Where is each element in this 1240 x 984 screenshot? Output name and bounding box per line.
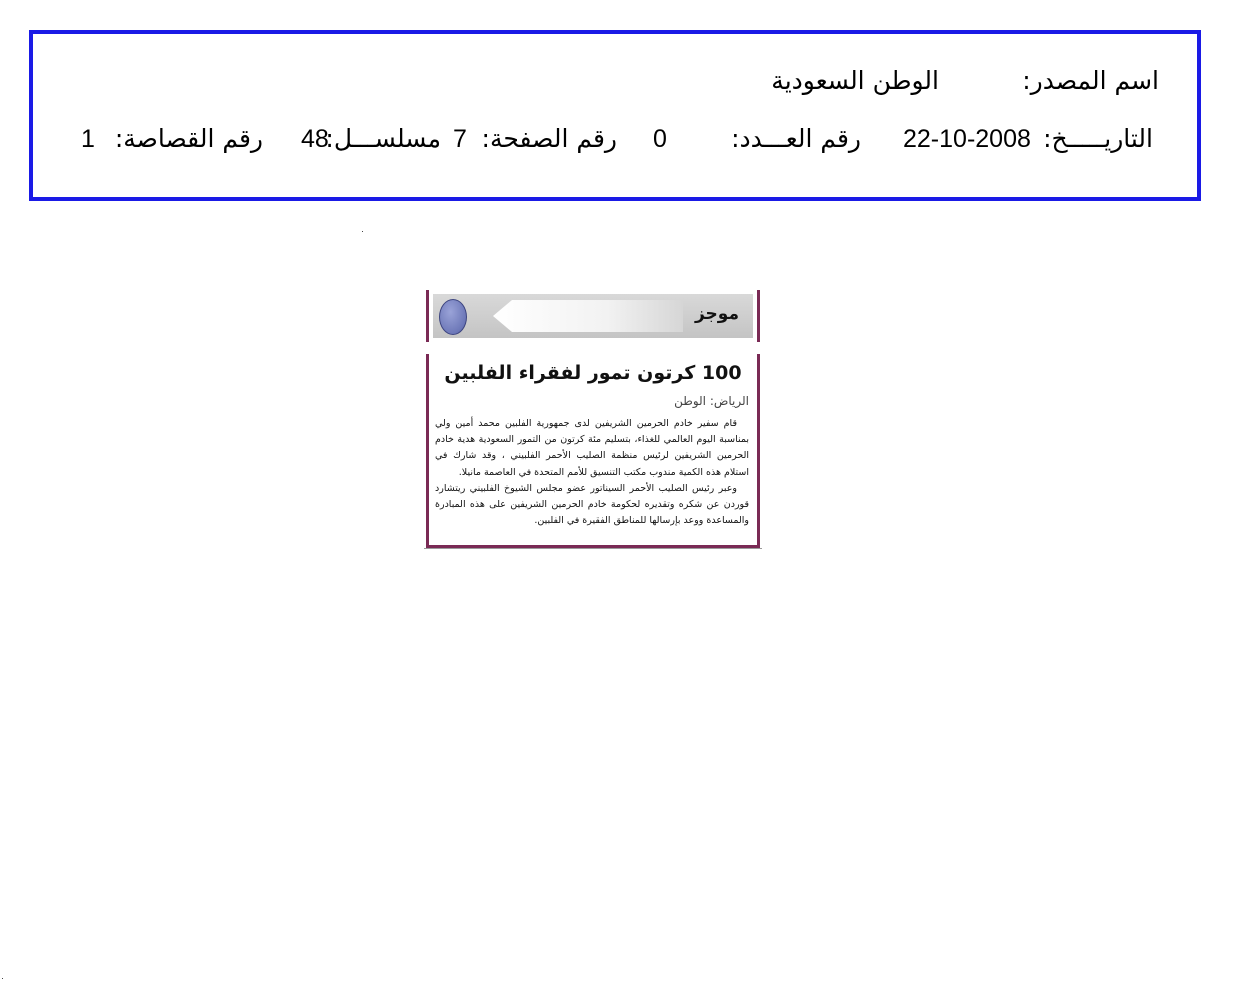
article-body [435,416,749,529]
news-clipping [426,354,760,548]
banner-background [433,294,753,338]
issue-label: رقم العـــدد: [731,124,861,153]
serial-label: مسلســـل: [325,124,441,153]
page-label: رقم الصفحة: [481,124,617,153]
clip-number-value: 1 [81,125,95,153]
clip-number-label: رقم القصاصة: [114,124,263,153]
issue-value: 0 [653,125,667,153]
section-banner [426,290,760,342]
serial-value: 48 [301,125,329,153]
article-paragraph: وعبر رئيس الصليب الأحمر السيناتور عضو مجلس الشيوخ الفلبيني ريتشارد قوردن عن شكره وتقديره لحكومة خادم الحرمين الشريفين على هذه المبادرة والمساعدة ووعد بإرسالها للمناطق الفقيرة في الفلبين. [435,482,749,527]
clipping-bottom-rule [424,548,762,549]
page-value: 7 [453,125,467,153]
banner-arrow-shape [493,300,683,332]
date-value: 22-10-2008 [903,125,1031,153]
date-label: التاريـــــخ: [1043,124,1153,153]
source-info-box [29,30,1201,201]
scan-speck [362,231,363,232]
source-value: الوطن السعودية [771,66,939,95]
section-label: موجز [694,304,739,324]
article-byline: الرياض: الوطن [674,394,749,408]
scan-speck [2,978,3,979]
source-label: اسم المصدر: [1022,66,1159,95]
article-title: 100 كرتون تمور لفقراء الفلبين [444,362,742,384]
article-paragraph: قام سفير خادم الحرمين الشريفين لدى جمهورية الفلبين محمد أمين ولي بمناسبة اليوم العالمي للغذاء، بتسليم مئة كرتون من التمور السعودية هدية خادم الحرمين الشريفين لرئيس منظمة الصليب الأحمر الفلبيني ، وقد شارك في استلام هذه الكمية مندوب مكتب التنسيق للأمم المتحدة في العاصمة مانيلا. [435,418,749,478]
oval-ornament-icon [439,299,467,335]
